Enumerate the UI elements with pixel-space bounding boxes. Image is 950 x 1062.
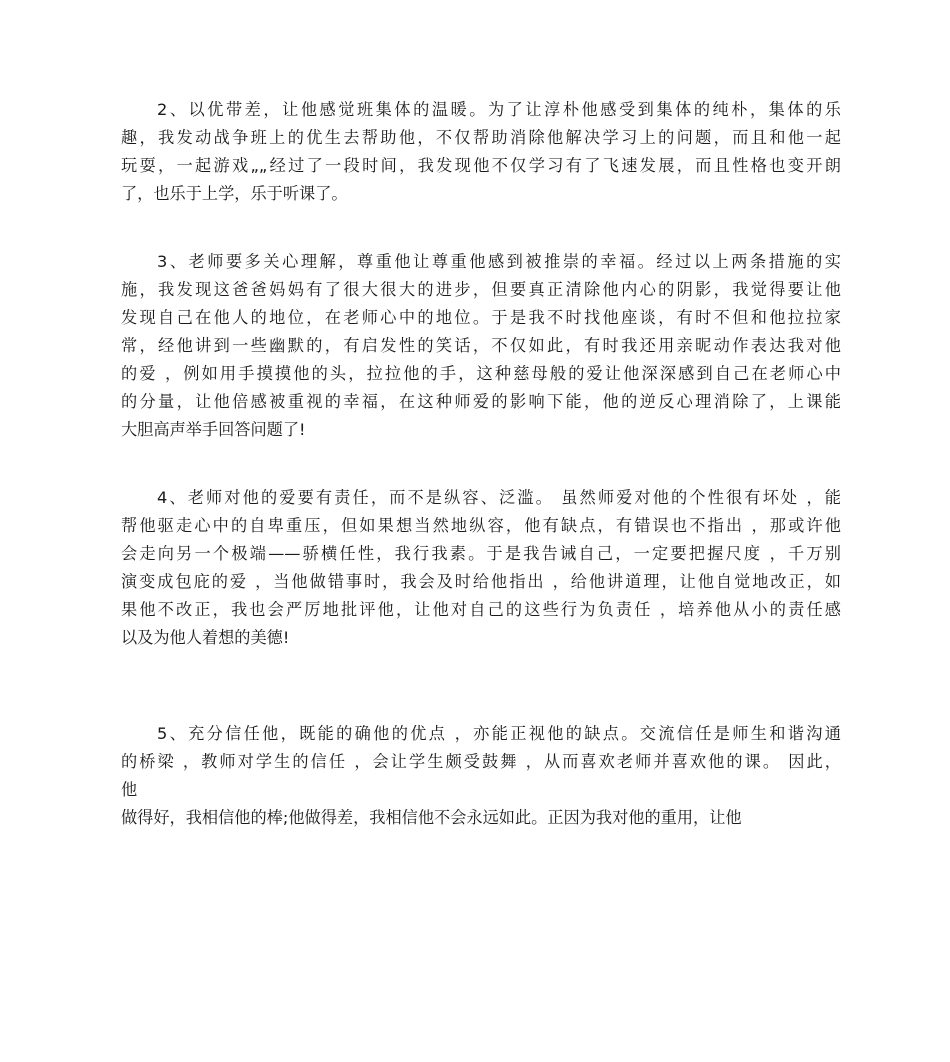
paragraph-4 <box>121 484 841 652</box>
paragraph-line: 3、老师要多关心理解，尊重他让尊重他感到被推崇的幸福。经过以上两条措施的实 <box>157 252 841 271</box>
paragraph-line: 玩耍，一起游戏„„经过了一段时间，我发现他不仅学习有了飞速发展，而且性格也变开朗 <box>121 156 841 175</box>
paragraph-line: 的爱 ，例如用手摸摸他的头，拉拉他的手，这种慈母般的爱让他深深感到自己在老师心中 <box>121 364 841 383</box>
paragraph-line: 4、老师对他的爱要有责任，而不是纵容、泛滥。 虽然师爱对他的个性很有坏处 ，能 <box>157 488 841 507</box>
paragraph-5 <box>121 720 841 832</box>
paragraph-line: 施，我发现这爸爸妈妈有了很大很大的进步，但要真正清除他内心的阴影，我觉得要让他 <box>121 280 841 299</box>
paragraph-line: 果他不改正，我也会严厉地批评他，让他对自己的这些行为负责任 ，培养他从小的责任感 <box>121 600 841 619</box>
paragraph-line: 帮他驱走心中的自卑重压，但如果想当然地纵容，他有缺点，有错误也不指出 ，那或许他 <box>121 516 841 535</box>
paragraph-line: 发现自己在他人的地位，在老师心中的地位。于是我不时找他座谈，有时不但和他拉拉家 <box>121 308 841 327</box>
paragraph-line: 以及为他人着想的美德! <box>121 628 290 647</box>
paragraph-3 <box>121 248 841 444</box>
paragraph-line: 演变成包庇的爱 ，当他做错事时，我会及时给他指出 ，给他讲道理，让他自觉地改正，如 <box>121 572 841 591</box>
paragraph-line: 做得好，我相信他的棒;他做得差，我相信他不会永远如此。正因为我对他的重用，让他 <box>121 808 742 827</box>
paragraph-line: 大胆高声举手回答问题了! <box>121 420 306 439</box>
paragraph-line: 5、充分信任他，既能的确他的优点 ，亦能正视他的缺点。交流信任是师生和谐沟通 <box>157 724 841 743</box>
paragraph-line: 了，也乐于上学，乐于听课了。 <box>121 184 348 203</box>
paragraph-line: 常，经他讲到一些幽默的，有启发性的笑话，不仅如此，有时我还用亲昵动作表达我对他 <box>121 336 841 355</box>
paragraph-2 <box>121 96 841 208</box>
paragraph-line: 他 <box>121 780 138 799</box>
paragraph-line: 会走向另一个极端——骄横任性，我行我素。于是我告诫自己，一定要把握尺度 ，千万别 <box>121 544 841 563</box>
paragraph-line: 的桥梁 ，教师对学生的信任 ，会让学生颇受鼓舞 ，从而喜欢老师并喜欢他的课。 因此， <box>121 752 841 771</box>
paragraph-line: 的分量，让他倍感被重视的幸福，在这种师爱的影响下能，他的逆反心理消除了，上课能 <box>121 392 841 411</box>
paragraph-line: 趣，我发动战争班上的优生去帮助他，不仅帮助消除他解决学习上的问题，而且和他一起 <box>121 128 841 147</box>
paragraph-line: 2、以优带差，让他感觉班集体的温暖。为了让淳朴他感受到集体的纯朴，集体的乐 <box>157 100 841 119</box>
